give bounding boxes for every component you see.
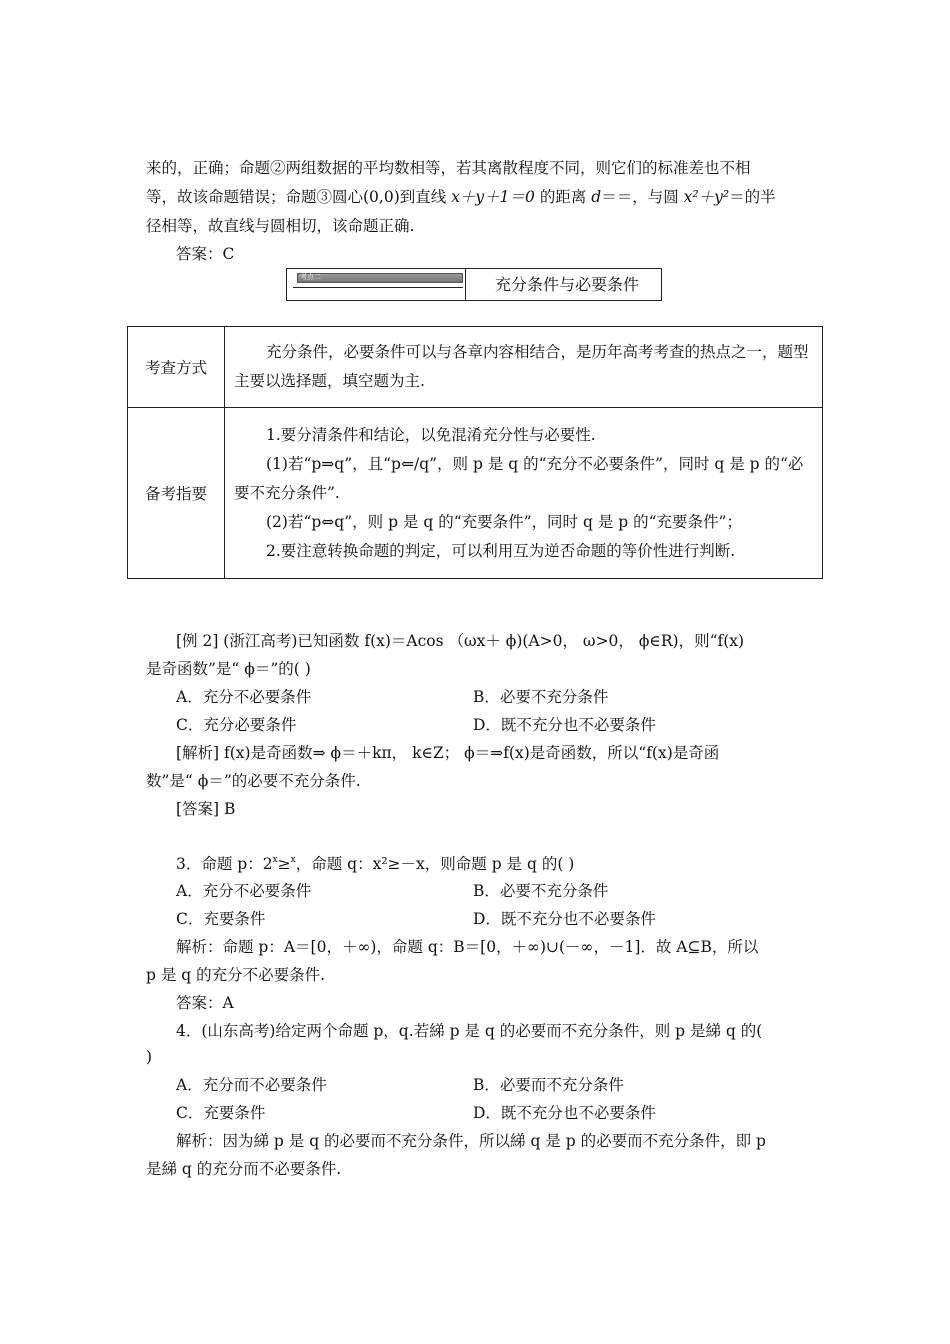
q3-line-1 (176, 853, 574, 875)
example2-option-a: A．充分不必要条件 (176, 688, 312, 706)
line-equation: x＋y＋1＝0 (451, 188, 535, 206)
intro-line-2-end: ＝的半 (729, 188, 776, 206)
section-tag-bar (297, 273, 463, 283)
row-content-prep-guide (225, 408, 823, 579)
q4-option-b: B．必要而不充分条件 (473, 1076, 624, 1094)
q4-option-d: D．既不充分也不必要条件 (473, 1104, 656, 1122)
example2-option-c: C．充分必要条件 (176, 716, 297, 734)
intro-answer: 答案：C (176, 245, 235, 263)
q3-solution-1: 解析：命题 p：A＝[0，＋∞)，命题 q：B＝[0，＋∞)∪(－∞，－1]．故 A⊆B，所以 (176, 938, 759, 956)
section-title: 充分条件与必要条件 (495, 275, 640, 294)
q4-option-c: C．充要条件 (176, 1104, 266, 1122)
table-row (128, 327, 823, 408)
example2-solution-2: 数”是“ ϕ＝”的必要不充分条件. (146, 772, 361, 790)
row-header-exam-style: 考查方式 (128, 327, 225, 408)
example2-option-d: D．既不充分也不必要条件 (473, 716, 656, 734)
q4-option-a: A．充分而不必要条件 (176, 1076, 327, 1094)
q4-line-1: 4．(山东高考)给定两个命题 p，q.若綈 p 是 q 的必要而不充分条件，则 p 是綈 q 的( (176, 1022, 763, 1040)
intro-line-3: 径相等，故直线与圆相切，该命题正确. (146, 217, 415, 235)
circle-equation: x²＋y² (683, 188, 730, 206)
q3-solution-2: p 是 q 的充分不必要条件. (146, 966, 326, 984)
q3-exponent-2: x (290, 855, 296, 865)
example2-solution-1: [解析] f(x)是奇函数⇒ ϕ＝＋kπ， k∈Z； ϕ＝⇒f(x)是奇函数，所以“f(x)是奇函 (176, 744, 720, 762)
q3-text-start: 3．命题 p：2 (176, 855, 273, 873)
section-tag-cell (287, 269, 466, 300)
intro-line-2 (146, 186, 776, 208)
q3-exponent-1: x (272, 855, 278, 865)
example2-option-b: B．必要不充分条件 (473, 688, 609, 706)
q4-solution-1: 解析：因为綈 p 是 q 的必要而不充分条件，所以綈 q 是 p 的必要而不充分条件，即 p (176, 1132, 766, 1150)
exam-style-text: 充分条件，必要条件可以与各章内容相结合，是历年高考考查的热点之一，题型主要以选择题，填空题为主. (234, 343, 809, 390)
intro-line-2-text: 等，故该命题错误；命题③圆心(0,0)到直线 (146, 188, 452, 206)
example2-answer: [答案] B (176, 800, 236, 818)
section-header-box (286, 268, 662, 301)
q3-option-c: C．充要条件 (176, 910, 266, 928)
prep-guide-line-1: 1.要分清条件和结论，以免混淆充分性与必要性. (266, 425, 596, 444)
row-content-exam-style (225, 327, 823, 408)
example2-line-2: 是奇函数”是“ ϕ＝”的( ) (146, 660, 311, 678)
q3-answer: 答案：A (176, 994, 234, 1012)
example2-line-1: [例 2] (浙江高考)已知函数 f(x)＝Acos （ωx＋ ϕ)(A>0， ω>0， ϕ∈R)，则“f(x) (176, 632, 745, 650)
prep-guide-line-2: (1)若“p⇒q”，且“p⇐/q”，则 p 是 q 的“充分不必要条件”，同时 q 是 p 的“必要不充分条件”. (234, 454, 804, 502)
q4-solution-2: 是綈 q 的充分而不必要条件. (146, 1160, 342, 1178)
q3-text-end: ，命题 q：x²≥－x，则命题 p 是 q 的( ) (295, 855, 575, 873)
q3-option-a: A．充分不必要条件 (176, 882, 312, 900)
prep-guide-line-3: (2)若“p⇔q”，则 p 是 q 的“充要条件”，同时 q 是 p 的“充要条件”； (266, 512, 742, 531)
q3-option-b: B．必要不充分条件 (473, 882, 609, 900)
row-header-prep-guide: 备考指要 (128, 408, 225, 579)
q3-option-d: D．既不充分也不必要条件 (473, 910, 656, 928)
distance-symbol: d (591, 188, 602, 206)
section-tag-underline (293, 287, 463, 288)
q3-geq: ≥ (277, 855, 291, 873)
intro-line-2-mid2: ＝＝，与圆 (601, 188, 684, 206)
intro-line-1: 来的，正确；命题②两组数据的平均数相等，若其离散程度不同，则它们的标准差也不相 (146, 159, 751, 177)
section-tag-label: 考点二 (300, 273, 321, 281)
prep-guide-line-4: 2.要注意转换命题的判定，可以利用互为逆否命题的等价性进行判断. (266, 541, 736, 560)
table-row (128, 408, 823, 579)
exam-info-table (127, 326, 823, 579)
intro-line-2-mid: 的距离 (534, 188, 592, 206)
q4-line-2: ) (146, 1048, 153, 1066)
